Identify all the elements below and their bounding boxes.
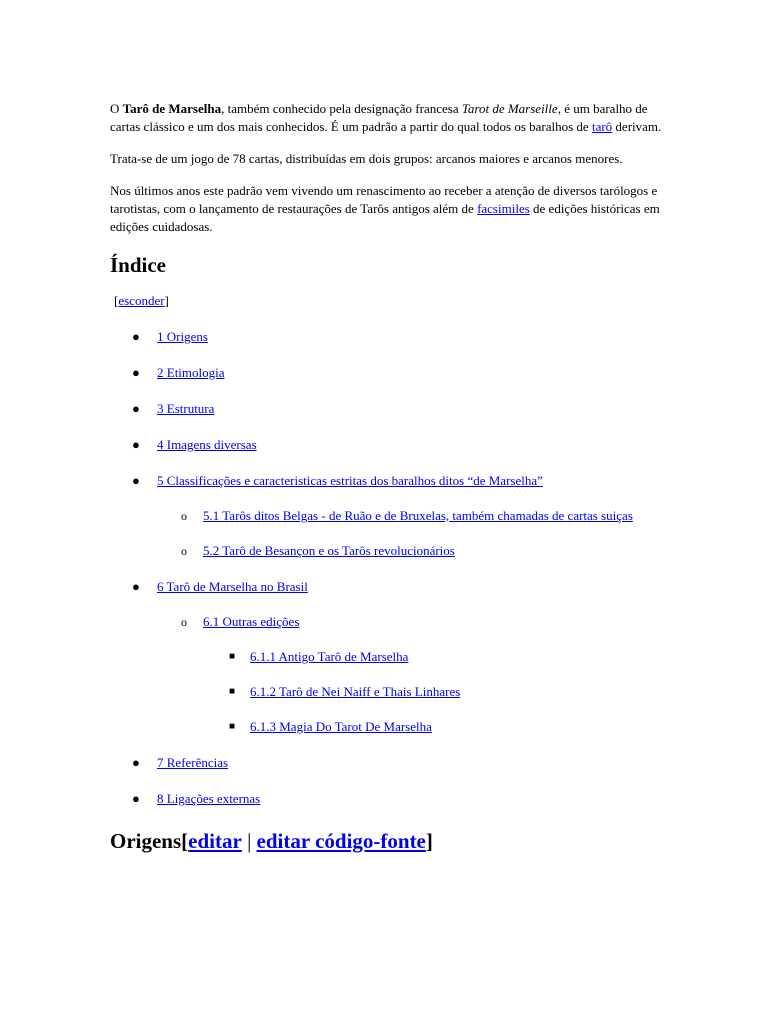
toc-sublist <box>157 507 670 560</box>
bullet-disc-icon: ● <box>132 365 140 380</box>
bullet-circle-icon: o <box>181 509 187 523</box>
bullet-disc-icon: ● <box>132 401 140 416</box>
edit-section-link[interactable]: editar <box>188 829 242 853</box>
text: , é um baralho de cartas clássico e um dos mais conhecidos. É um padrão a partir do qual todos os baralhos de <box>110 101 648 134</box>
separator: | <box>241 829 257 853</box>
toc-subitem <box>157 542 653 560</box>
bullet-disc-icon: ● <box>132 579 140 594</box>
edit-source-link[interactable]: editar código-fonte <box>256 829 426 853</box>
toc-link-antigo-taro[interactable]: 6.1.1 Antigo Tarô de Marselha <box>250 649 409 664</box>
toc-item <box>110 328 670 346</box>
link-taro[interactable]: tarô <box>591 119 613 134</box>
bullet-disc-icon: ● <box>132 329 140 344</box>
intro-paragraph-2: Trata-se de um jogo de 78 cartas, distribuídas em dois grupos: arcanos maiores e arcanos menores. <box>110 151 623 166</box>
text: derivam. <box>612 119 662 134</box>
bullet-square-icon: ■ <box>229 651 236 662</box>
toc-link-referencias[interactable]: 7 Referências <box>157 755 229 770</box>
toc-link-brasil[interactable]: 6 Tarô de Marselha no Brasil <box>157 579 308 594</box>
french-name-italic: Tarot de Marseille <box>461 101 558 116</box>
text: , também conhecido pela designação francesa <box>221 101 462 116</box>
text: de edições históricas em edições cuidadosas. <box>110 201 660 234</box>
toc-link-imagens[interactable]: 4 Imagens diversas <box>157 437 257 452</box>
bullet-disc-icon: ● <box>132 473 140 488</box>
toc-item <box>110 400 670 418</box>
toc-item <box>110 472 670 560</box>
toc-item <box>110 790 670 808</box>
text: Nos últimos anos este padrão vem vivendo um renascimento ao receber a atenção de diversos tarólogos e tarotistas, com o lançamento de restaurações de Tarôs antigos além de <box>110 183 658 216</box>
bullet-disc-icon: ● <box>132 791 140 806</box>
toc-subsubitem <box>203 683 653 701</box>
bracket: ] <box>164 293 169 308</box>
toc-toggle <box>114 292 670 310</box>
toc-item <box>110 754 670 772</box>
toc-subitem <box>157 613 653 736</box>
bullet-square-icon: ■ <box>229 721 236 732</box>
toc-link-nei-naiff[interactable]: 6.1.2 Tarô de Nei Naiff e Thais Linhares <box>250 684 461 699</box>
toc-link-origens[interactable]: 1 Origens <box>157 329 208 344</box>
bullet-disc-icon: ● <box>132 755 140 770</box>
toc-link-outras-edicoes[interactable]: 6.1 Outras edições <box>203 614 300 629</box>
bullet-circle-icon: o <box>181 615 187 629</box>
toc-subsubitem <box>203 718 653 736</box>
toc-item <box>110 578 670 736</box>
bracket: ] <box>425 829 433 853</box>
toc-link-taros-belgas[interactable]: 5.1 Tarôs ditos Belgas - de Ruão e de Bruxelas, também chamadas de cartas suiças <box>203 508 633 523</box>
intro-paragraph-1 <box>110 100 670 136</box>
toc-link-ligacoes[interactable]: 8 Ligações externas <box>157 791 261 806</box>
toc-subsublist <box>203 648 653 736</box>
toc-link-etimologia[interactable]: 2 Etimologia <box>157 365 225 380</box>
toc-item <box>110 364 670 382</box>
article-title-bold: Tarô de Marselha <box>122 101 222 116</box>
bullet-disc-icon: ● <box>132 437 140 452</box>
intro-paragraph-3 <box>110 182 670 236</box>
bullet-square-icon: ■ <box>229 686 236 697</box>
bullet-circle-icon: o <box>181 544 187 558</box>
bracket: [ <box>114 293 119 308</box>
toc-link-magia[interactable]: 6.1.3 Magia Do Tarot De Marselha <box>250 719 432 734</box>
toc-link-classificacoes[interactable]: 5 Classificações e caracteristicas estritas dos baralhos ditos “de Marselha” <box>157 473 543 488</box>
bracket: [ <box>181 829 189 853</box>
section-title: Origens <box>110 829 182 853</box>
article-body <box>110 100 670 854</box>
section-heading-origens <box>110 828 670 854</box>
toc-sublist <box>157 613 670 736</box>
toc-item <box>110 436 670 454</box>
toc-list <box>110 328 670 808</box>
toc-hide-link[interactable]: esconder <box>118 293 165 308</box>
link-facsimiles[interactable]: facsimiles <box>477 201 530 216</box>
toc-subsubitem <box>203 648 653 666</box>
text: O <box>110 101 123 116</box>
toc-subitem <box>157 507 653 525</box>
toc-link-estrutura[interactable]: 3 Estrutura <box>157 401 215 416</box>
toc-title: Índice <box>110 253 167 277</box>
toc-link-besancon[interactable]: 5.2 Tarô de Besançon e os Tarôs revolucionários <box>203 543 455 558</box>
